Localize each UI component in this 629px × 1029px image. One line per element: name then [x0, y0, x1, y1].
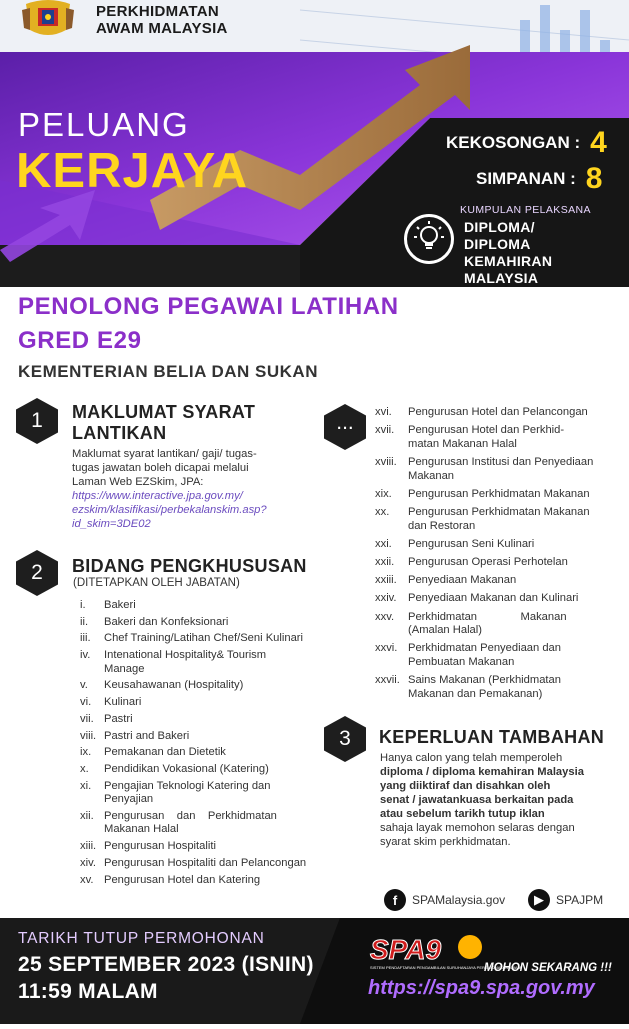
continuation-symbol: ... — [336, 411, 354, 434]
coat-of-arms-logo — [20, 0, 76, 38]
list-item-text: Pengajian Teknologi Katering dan Penyajian — [104, 779, 271, 806]
kumpulan-label: KUMPULAN PELAKSANA — [460, 204, 591, 216]
apply-now-text: MOHON SEKARANG !!! — [484, 962, 612, 974]
ministry-name: KEMENTERIAN BELIA DAN SUKAN — [18, 362, 318, 381]
section3-heading: KEPERLUAN TAMBAHAN — [379, 727, 605, 747]
ezskim-link[interactable]: ezskim/klasifikasi/perbekalanskim.asp? — [72, 504, 267, 516]
list-item-numeral: ix. — [80, 746, 92, 759]
list-item — [375, 674, 613, 701]
list-item-text: Pengurusan Hospitaliti dan Pelancongan — [104, 856, 307, 869]
list-item-numeral: xvii. — [375, 424, 395, 437]
closing-date: 25 SEPTEMBER 2023 (ISNIN) — [18, 953, 314, 976]
agency-line1: PERKHIDMATAN — [96, 3, 220, 20]
spa9-url-link[interactable]: https://spa9.spa.gov.my — [368, 977, 595, 999]
facebook-handle: SPAMalaysia.gov — [412, 893, 506, 907]
youtube-handle: SPAJPM — [556, 893, 604, 907]
continuation-hexagon — [324, 404, 366, 450]
agency-line2: AWAM MALAYSIA — [96, 20, 228, 37]
list-item-numeral: xxiv. — [375, 592, 397, 605]
spa9-logo-text: SPA9 — [370, 934, 442, 965]
list-item — [375, 506, 613, 533]
list-item-text: Pengurusan Institusi dan Penyediaan Makanan — [408, 456, 594, 482]
simpanan-label: SIMPANAN : — [476, 169, 576, 188]
diploma-line: DIPLOMA/ — [464, 219, 535, 235]
list-item-text: Pengurusan Hotel dan Katering — [104, 873, 261, 886]
list-item — [80, 746, 316, 760]
job-title-line2: GRED E29 — [18, 327, 142, 354]
list-item-numeral: viii. — [80, 729, 97, 742]
list-item-numeral: xii. — [80, 809, 94, 822]
simpanan-stat — [476, 162, 602, 196]
closing-time: 11:59 MALAM — [18, 980, 158, 1003]
list-item — [375, 642, 613, 669]
section3-para-line: diploma / diploma kemahiran Malaysia — [380, 766, 584, 778]
list-item-text: Perkhidmatan Makanan (Amalan Halal) — [408, 610, 567, 637]
list-item-text: Pengurusan Perkhidmatan Makanan — [408, 487, 590, 500]
list-item — [80, 780, 316, 807]
list-item — [80, 632, 316, 646]
list-item-numeral: xviii. — [375, 456, 397, 468]
youtube-icon: ▶ — [528, 889, 550, 911]
list-item-text: Sains Makanan (Perkhidmatan Makanan dan Pemakanan) — [408, 674, 561, 700]
list-item-numeral: vii. — [80, 712, 94, 725]
section1-para-line: tugas jawatan boleh dicapai melalui — [72, 462, 249, 474]
agency-name — [96, 3, 228, 37]
diploma-line: MALAYSIA — [464, 270, 539, 286]
list-item-numeral: iv. — [80, 649, 91, 662]
section3-para-line: yang diiktiraf dan disahkan oleh — [380, 780, 551, 792]
list-item-numeral: i. — [80, 599, 86, 611]
list-item — [80, 713, 316, 727]
list-item-text: Bakeri dan Konfeksionari — [104, 615, 229, 628]
list-item — [375, 611, 613, 638]
list-item-text: Keusahawanan (Hospitality) — [104, 679, 244, 692]
list-item — [80, 763, 316, 777]
list-item-numeral: iii. — [80, 632, 91, 645]
section1-paragraph — [72, 447, 316, 531]
peluang-heading: PELUANG — [18, 106, 190, 143]
youtube-link[interactable] — [528, 889, 603, 911]
list-item — [375, 556, 613, 570]
list-item — [375, 592, 613, 606]
list-item — [80, 649, 316, 676]
kekosongan-label: KEKOSONGAN : — [446, 133, 581, 152]
list-item-text: Pengurusan Perkhidmatan Makanan dan Restoran — [408, 506, 590, 532]
list-item-numeral: xix. — [375, 487, 392, 500]
list-item-text: Pengurusan Hotel dan Pelancongan — [408, 406, 588, 418]
list-item — [80, 616, 316, 630]
section2-heading: BIDANG PENGKHUSUSAN — [72, 556, 307, 576]
section3-number: 3 — [339, 727, 351, 750]
kekosongan-value: 4 — [590, 126, 607, 159]
section3-para-line: Hanya calon yang telah memperoleh — [380, 752, 563, 764]
list-item — [375, 424, 613, 451]
list-item-numeral: vi. — [80, 696, 92, 709]
list-item-text: Kulinari — [104, 696, 142, 709]
section1-heading-line2: LANTIKAN — [72, 423, 167, 443]
list-item-numeral: xxv. — [375, 610, 395, 623]
poster-header — [0, 0, 629, 287]
list-item — [80, 840, 316, 854]
list-item-text: Pengurusan Hotel dan Perkhid- matan Makanan Halal — [408, 424, 565, 450]
list-item-numeral: xxvii. — [375, 674, 400, 687]
list-item-text: Penyediaan Makanan — [408, 574, 517, 587]
section3-para-line: atau sebelum tarikh tutup iklan — [380, 808, 545, 820]
section1-para-line: Laman Web EZSkim, JPA: — [72, 476, 204, 488]
list-item-numeral: ii. — [80, 615, 89, 628]
kekosongan-stat — [446, 126, 607, 160]
specialization-list-continued — [375, 406, 613, 706]
section1-heading — [72, 402, 312, 444]
list-item-numeral: xv. — [80, 873, 94, 886]
list-item — [375, 574, 613, 588]
list-item — [375, 488, 613, 502]
closing-label: TARIKH TUTUP PERMOHONAN — [18, 930, 265, 947]
list-item — [80, 874, 316, 888]
list-item-text: Chef Training/Latihan Chef/Seni Kulinari — [104, 632, 304, 645]
section1-heading-line1: MAKLUMAT SYARAT — [72, 402, 256, 422]
section1-para-line: Maklumat syarat lantikan/ gaji/ tugas- — [72, 448, 257, 460]
list-item-numeral: xxiii. — [375, 574, 397, 587]
list-item-numeral: xx. — [375, 506, 390, 518]
list-item — [80, 679, 316, 693]
list-item — [375, 538, 613, 552]
list-item-numeral: v. — [80, 679, 88, 692]
spa9-logo-subtext: SISTEM PENDAFTARAN PENGAMBILAN SURUHANJAYA PERKHIDMATAN AWAM — [370, 965, 521, 970]
list-item — [375, 456, 613, 483]
list-item-text: Penyediaan Makanan dan Kulinari — [408, 592, 579, 605]
list-item-numeral: xxvi. — [375, 642, 398, 655]
list-item-numeral: xiv. — [80, 856, 96, 869]
list-item — [80, 599, 316, 613]
list-item-numeral: xxii. — [375, 556, 395, 568]
list-item — [80, 810, 316, 837]
list-item-text: Intenational Hospitality& Tourism Manage — [104, 649, 267, 675]
facebook-icon: f — [384, 889, 406, 911]
list-item-numeral: xvi. — [375, 406, 392, 418]
section-number-hexagon — [16, 398, 58, 444]
list-item — [80, 696, 316, 710]
list-item-text: Bakeri — [104, 599, 136, 611]
list-item-numeral: x. — [80, 762, 89, 775]
list-item-numeral: xxi. — [375, 537, 392, 550]
job-title-line1: PENOLONG PEGAWAI LATIHAN — [18, 293, 399, 320]
section3-para-line: senat / jawatankuasa berkaitan pada — [380, 794, 574, 806]
list-item — [375, 406, 613, 420]
section3-para-line: syarat skim perkhidmatan. — [380, 836, 511, 848]
section-number-hexagon — [16, 550, 58, 596]
list-item-numeral: xi. — [80, 779, 92, 792]
section1-number: 1 — [31, 409, 43, 432]
list-item — [80, 857, 316, 871]
ezskim-link[interactable]: id_skim=3DE02 — [72, 518, 151, 530]
kerjaya-heading: KERJAYA — [16, 144, 249, 198]
list-item-text: Pendidikan Vokasional (Katering) — [104, 762, 269, 775]
diploma-line: DIPLOMA — [464, 236, 531, 252]
list-item-text: Perkhidmatan Penyediaan dan Pembuatan Makanan — [408, 642, 562, 668]
facebook-link[interactable] — [384, 889, 505, 911]
list-item-text: Pengurusan Operasi Perhotelan — [408, 556, 568, 568]
lightbulb-icon — [404, 214, 454, 264]
diploma-line: KEMAHIRAN — [464, 253, 553, 269]
simpanan-value: 8 — [585, 162, 603, 195]
list-item-text: Pengurusan dan Perkhidmatan Makanan Halal — [104, 809, 277, 836]
ezskim-link[interactable]: https://www.interactive.jpa.gov.my/ — [72, 490, 243, 502]
list-item-text: Pengurusan Hospitaliti — [104, 840, 216, 853]
section2-subheading: (DITETAPKAN OLEH JABATAN) — [73, 577, 240, 589]
specialization-list — [80, 599, 316, 899]
list-item-text: Pengurusan Seni Kulinari — [408, 537, 535, 550]
spa9-logo — [368, 931, 521, 975]
list-item-text: Pastri and Bakeri — [104, 729, 190, 742]
section3-paragraph — [380, 751, 616, 849]
list-item-text: Pastri — [104, 712, 133, 725]
section3-para-line: sahaja layak memohon selaras dengan — [380, 822, 575, 834]
list-item-numeral: xiii. — [80, 840, 97, 853]
diploma-group — [464, 219, 552, 287]
section-number-hexagon — [324, 716, 366, 762]
list-item — [80, 730, 316, 744]
list-item-text: Pemakanan dan Dietetik — [104, 746, 226, 759]
section2-number: 2 — [31, 561, 43, 584]
